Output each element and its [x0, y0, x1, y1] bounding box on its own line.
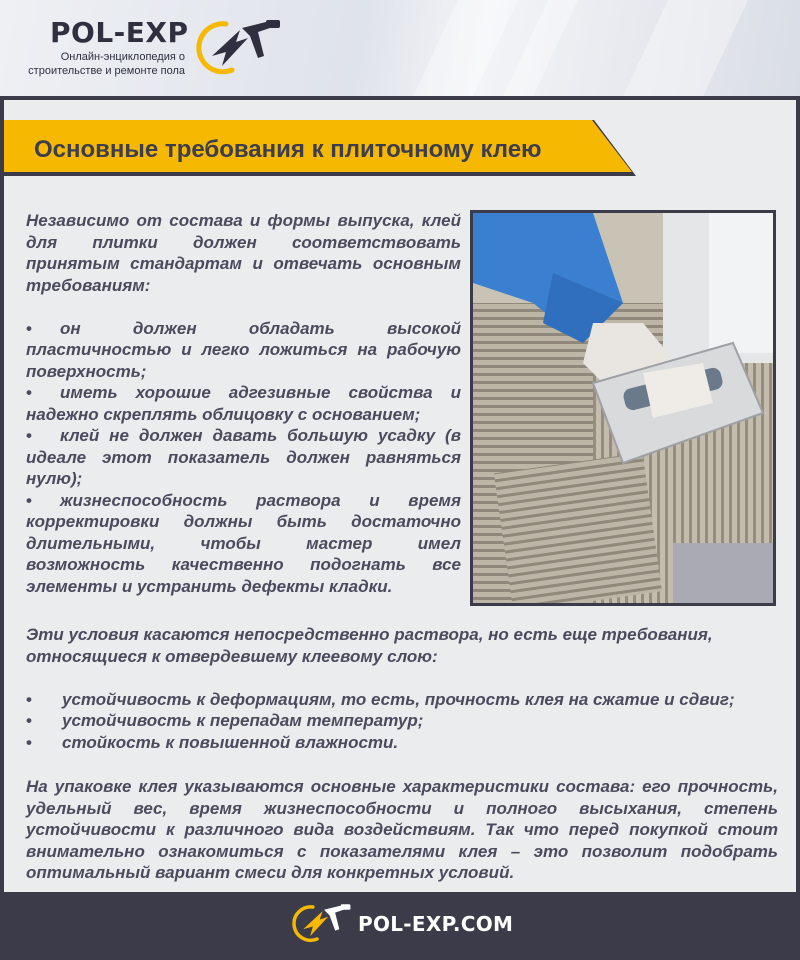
site-footer [0, 892, 800, 960]
tools-logo-icon [292, 900, 356, 946]
hardened-layer-block [26, 624, 778, 753]
site-header [0, 0, 800, 96]
closing-block [26, 776, 778, 884]
section-banner [4, 120, 644, 182]
middle-paragraph: Эти условия касаются непосредственно раствора, но есть еще требования, относящиеся к отвердевшему клеевому слою: [26, 625, 713, 666]
list-item-text: устойчивость к перепадам температур; [62, 711, 424, 730]
hardened-layer-list [26, 689, 778, 754]
header-decoration [393, 0, 528, 96]
header-decoration [603, 0, 758, 96]
closing-paragraph: На упаковке клея указываются основные характеристики состава: его прочность, удельный вес, время жизнеспособности и полного высыхания, степень устойчивости к различного вида воздействиям. Так что перед покупкой стоит внимательно ознакомиться с показателями клея – это позволит подобрать оптимальный вариант смеси для конкретных условий. [26, 777, 778, 882]
list-item-text: жизнеспособность раствора и время корректировки должны быть достаточно длительными, чтобы мастер имел возможность качественно подогнать все элементы и устранить дефекты кладки. [26, 490, 461, 596]
tagline-line-1: Онлайн-энциклопедия о [60, 51, 185, 63]
tiling-photo [470, 210, 776, 606]
intro-block [26, 210, 461, 597]
list-item: • иметь хорошие адгезивные свойства и надежно скреплять облицовку с основанием; [26, 383, 461, 424]
list-item: • он должен обладать высокой пластичностью и легко ложиться на рабочую поверхность; [26, 318, 461, 381]
list-item: • клей не должен давать большую усадку (в идеале этот показатель должен равняться нулю); [26, 426, 461, 488]
list-item-text: устойчивость к деформациям, то есть, прочность клея на сжатие и сдвиг; [62, 689, 735, 709]
tools-logo-icon [196, 16, 288, 78]
site-tagline [20, 50, 185, 78]
list-item: • устойчивость к деформациям, то есть, прочность клея на сжатие и сдвиг; [26, 689, 735, 709]
intro-list [26, 318, 461, 598]
trowel-illustration [473, 213, 773, 603]
list-item-text: стойкость к повышенной влажности. [62, 732, 399, 752]
list-item: • стойкость к повышенной влажности. [26, 732, 399, 752]
site-logo-text[interactable]: POL-EXP [50, 16, 189, 49]
section-title: Основные требования к плиточному клею [34, 136, 542, 163]
article-panel [4, 96, 796, 892]
list-item: • устойчивость к перепадам температур; [26, 711, 424, 730]
list-item-text: иметь хорошие адгезивные свойства и надежно скреплять облицовку с основанием; [26, 383, 461, 424]
footer-domain-link[interactable]: POL-EXP.COM [358, 912, 514, 936]
intro-paragraph: Независимо от состава и формы выпуска, клей для плитки должен соответствовать принятым стандартам и отвечать основным требованиям: [26, 211, 461, 295]
list-item-text: он должен обладать высокой пластичностью и легко ложиться на рабочую поверхность; [26, 318, 461, 381]
list-item: • жизнеспособность раствора и время корректировки должны быть достаточно длительными, чтобы мастер имел возможность качественно подогнать все элементы и устранить дефекты кладки. [26, 490, 461, 596]
list-item-text: клей не должен давать большую усадку (в идеале этот показатель должен равняться нулю); [26, 426, 461, 488]
tagline-line-2: строительстве и ремонте пола [28, 65, 185, 77]
